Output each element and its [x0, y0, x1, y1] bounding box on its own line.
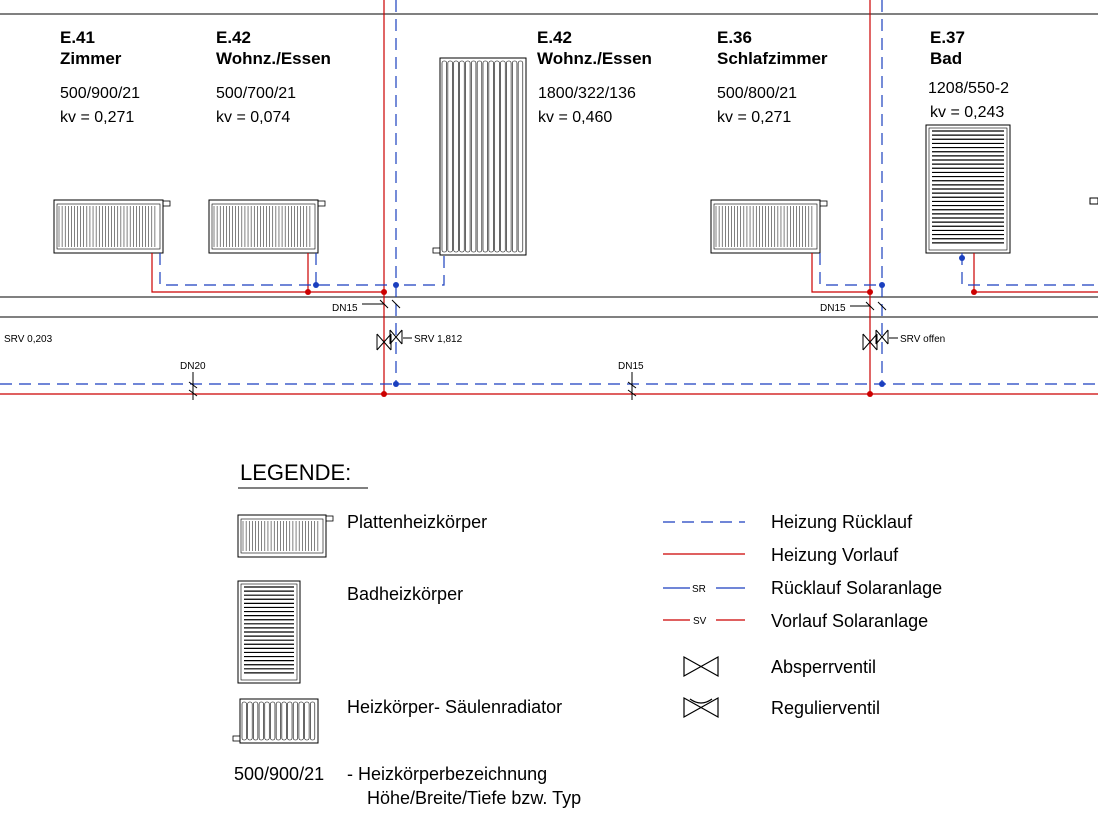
room-name: Bad [930, 49, 963, 68]
valve-label: SRV 1,812 [414, 334, 463, 345]
legend [233, 460, 942, 808]
room-name: Zimmer [60, 49, 122, 68]
valve-label: SRV 0,203 [4, 334, 53, 345]
panel-radiator-icon [54, 200, 170, 253]
radiator-spec: 1208/550-2 [928, 80, 1009, 97]
room-label-4 [717, 28, 828, 126]
radiator-kv: kv = 0,271 [717, 109, 792, 126]
room-name: Wohnz./Essen [216, 49, 331, 68]
designation-code: 500/900/21 [234, 764, 325, 784]
room-label-2 [216, 28, 331, 126]
shutoff-valve-icon [684, 657, 718, 676]
pipe-size-label: DN15 [618, 361, 644, 372]
room-id: E.42 [216, 28, 251, 47]
room-id: E.37 [930, 28, 965, 47]
pipe-size-label: DN15 [820, 303, 846, 314]
room-label-3 [537, 28, 652, 126]
room-id: E.41 [60, 28, 95, 47]
column-radiator-icon [233, 699, 318, 743]
designation-text: - Heizkörperbezeichnung [347, 764, 548, 784]
legend-item: Rücklauf Solaranlage [771, 578, 943, 598]
radiator-kv: kv = 0,243 [930, 104, 1005, 121]
regulating-valve-icon [684, 698, 718, 717]
radiator-spec: 500/800/21 [717, 85, 798, 102]
legend-title: LEGENDE: [240, 460, 352, 485]
radiator-spec: 500/700/21 [216, 85, 297, 102]
column-radiator-icon [433, 58, 526, 255]
radiator-kv: kv = 0,271 [60, 109, 135, 126]
legend-item: Badheizkörper [347, 584, 464, 604]
panel-radiator-icon [209, 200, 325, 253]
legend-item: Vorlauf Solaranlage [771, 611, 929, 631]
panel-radiator-icon [711, 200, 827, 253]
room-name: Schlafzimmer [717, 49, 828, 68]
room-label-1 [60, 28, 140, 126]
pipe-size-label: DN15 [332, 303, 358, 314]
legend-item: Absperrventil [771, 657, 877, 677]
designation-subtext: Höhe/Breite/Tiefe bzw. Typ [367, 788, 582, 808]
legend-item: Plattenheizkörper [347, 512, 488, 532]
radiator-spec: 1800/322/136 [538, 85, 636, 102]
solar-supply-tag: SV [693, 616, 707, 627]
legend-item: Heizkörper- Säulenradiator [347, 697, 563, 717]
room-id: E.36 [717, 28, 752, 47]
legend-item: Heizung Rücklauf [771, 512, 913, 532]
radiator-spec: 500/900/21 [60, 85, 141, 102]
room-label-5 [928, 28, 1009, 121]
towel-radiator-icon [238, 581, 300, 683]
radiator-kv: kv = 0,460 [538, 109, 613, 126]
legend-item: Regulierventil [771, 698, 881, 718]
room-name: Wohnz./Essen [537, 49, 652, 68]
radiator-kv: kv = 0,074 [216, 109, 291, 126]
pipe-junction-dots [305, 255, 977, 397]
towel-radiator-icon [926, 125, 1010, 253]
panel-radiator-icon [238, 515, 333, 557]
valve-label: SRV offen [900, 334, 946, 345]
room-id: E.42 [537, 28, 572, 47]
solar-return-tag: SR [692, 584, 706, 595]
radiator-connector-icon [1090, 198, 1098, 204]
pipe-size-ticks [189, 300, 886, 400]
pipe-size-label: DN20 [180, 361, 206, 372]
legend-item: Heizung Vorlauf [771, 545, 899, 565]
